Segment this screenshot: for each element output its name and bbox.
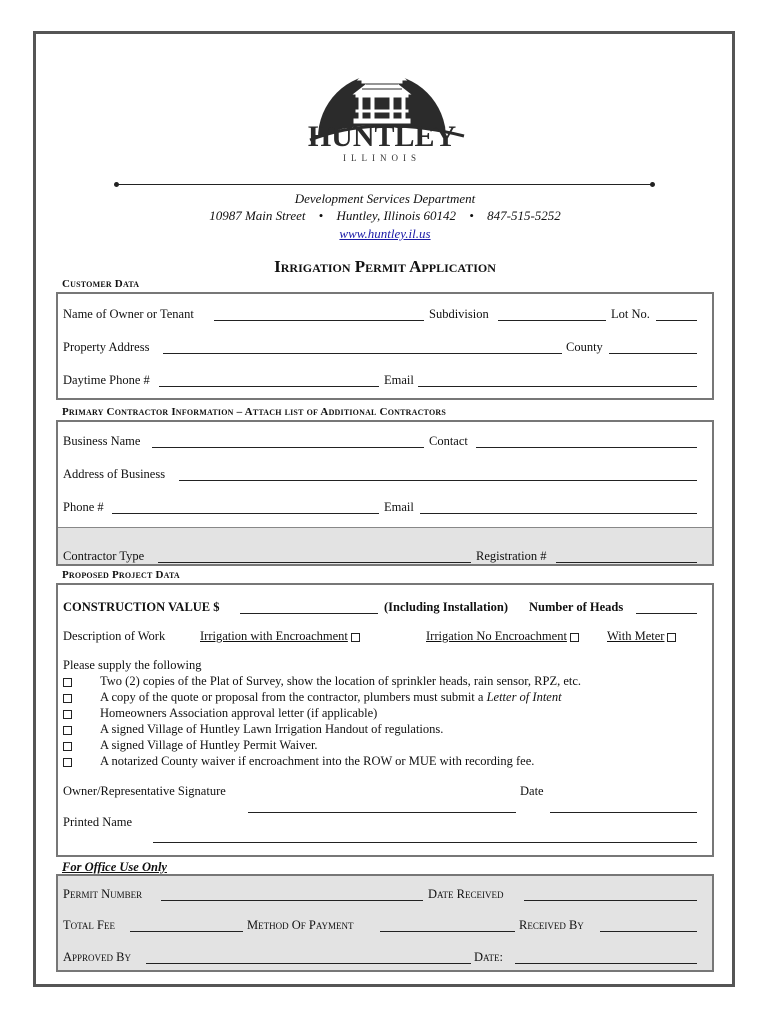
checkbox[interactable] [63,710,72,719]
header-address: 10987 Main Street [209,208,306,223]
letter-of-intent-text: Letter of Intent [486,690,562,704]
project-section-title: Proposed Project Data [62,569,180,581]
checkbox[interactable] [63,758,72,767]
office-box [56,874,714,972]
office-date-label: Date: [474,950,503,964]
checkbox[interactable] [570,633,579,642]
checkbox[interactable] [63,694,72,703]
registration-label: Registration # [476,549,547,563]
checklist-item [63,674,582,688]
construction-value-label: CONSTRUCTION VALUE $ [63,600,220,614]
header-rule-dot-right [650,182,655,187]
contractor-email-label: Email [384,500,414,514]
method-of-payment-label: Method Of Payment [247,918,354,932]
printed-name-label: Printed Name [63,815,133,829]
checklist-item [63,754,535,768]
checklist-item [63,706,378,720]
permit-number-field[interactable] [161,900,423,901]
county-label: County [566,340,603,354]
checkbox[interactable] [63,742,72,751]
construction-value-field[interactable] [240,613,378,614]
business-address-label: Address of Business [63,467,166,481]
date-label: Date [520,784,544,798]
county-field[interactable] [609,353,697,354]
checklist-text: A signed Village of Huntley Permit Waiver. [100,738,318,752]
contact-label: Contact [429,434,468,448]
date-field[interactable] [550,812,697,813]
header-contact-line [0,208,770,223]
checklist-text: A signed Village of Huntley Lawn Irrigation Handout of regulations. [100,722,444,736]
header-rule-dot-left [114,182,119,187]
email-label: Email [384,373,414,387]
checklist-item [63,722,444,736]
checkbox[interactable] [63,678,72,687]
contractor-type-band [58,528,712,564]
option-label: With Meter [607,629,665,643]
permit-number-label: Permit Number [63,887,143,901]
contractor-phone-label: Phone # [63,500,104,514]
checklist-text: Homeowners Association approval letter (if applicable) [100,706,378,720]
daytime-phone-label: Daytime Phone # [63,373,150,387]
checklist-text: A notarized County waiver if encroachment into the ROW or MUE with recording fee. [100,754,535,768]
customer-section-title: Customer Data [62,278,140,290]
signature-field[interactable] [248,812,516,813]
date-received-field[interactable] [524,900,697,901]
checkbox[interactable] [351,633,360,642]
description-of-work-label: Description of Work [63,629,166,643]
logo-name: HUNTLEY [307,120,457,153]
business-name-field[interactable] [152,447,424,448]
checklist-text: A copy of the quote or proposal from the contractor, plumbers must submit a [100,690,487,704]
date-received-label: Date Received [428,887,504,901]
checkbox[interactable] [63,726,72,735]
signature-label: Owner/Representative Signature [63,784,226,798]
office-section-title: For Office Use Only [62,860,167,874]
checklist-item [63,690,562,704]
business-address-field[interactable] [179,480,697,481]
received-by-label: Received By [519,918,584,932]
header-phone: 847-515-5252 [487,208,561,223]
business-name-label: Business Name [63,434,141,448]
option-with-meter[interactable] [607,629,676,643]
separator-dot: • [469,208,474,223]
office-date-field[interactable] [515,963,697,964]
property-address-label: Property Address [63,340,150,354]
checklist-text-wrap [100,690,562,704]
email-field[interactable] [418,386,697,387]
header-rule [117,184,653,185]
checklist-text: Two (2) copies of the Plat of Survey, show the location of sprinkler heads, rain sensor, RPZ, etc. [100,674,582,688]
contact-field[interactable] [476,447,697,448]
property-address-field[interactable] [163,353,562,354]
supply-intro: Please supply the following [63,658,202,672]
total-fee-field[interactable] [130,931,243,932]
approved-by-label: Approved By [63,950,131,964]
number-of-heads-field[interactable] [636,613,697,614]
header-city: Huntley, Illinois 60142 [336,208,457,223]
number-of-heads-label: Number of Heads [529,600,624,614]
contractor-divider [58,527,712,528]
option-label: Irrigation with Encroachment [200,629,348,643]
logo-state: ILLINOIS [343,153,421,163]
subdivision-label: Subdivision [429,307,489,321]
owner-field[interactable] [214,320,424,321]
received-by-field[interactable] [600,931,697,932]
contractor-email-field[interactable] [420,513,697,514]
daytime-phone-field[interactable] [159,386,379,387]
including-installation-label: (Including Installation) [384,600,508,614]
project-box [56,583,714,857]
option-irrigation-with-encroachment[interactable] [200,629,360,643]
contractor-type-label: Contractor Type [63,549,145,563]
form-title: Irrigation Permit Application [274,257,496,276]
total-fee-label: Total Fee [63,918,115,932]
owner-label: Name of Owner or Tenant [63,307,194,321]
checkbox[interactable] [667,633,676,642]
method-of-payment-field[interactable] [380,931,515,932]
lot-field[interactable] [656,320,697,321]
checklist-item [63,738,318,752]
option-irrigation-no-encroachment[interactable] [426,629,579,643]
website-link[interactable]: www.huntley.il.us [339,226,431,241]
contractor-section-title: Primary Contractor Information – Attach list of Additional Contractors [62,406,446,418]
department-name: Development Services Department [294,191,476,206]
separator-dot: • [318,208,324,223]
lot-label: Lot No. [611,307,650,321]
approved-by-field[interactable] [146,963,471,964]
subdivision-field[interactable] [498,320,606,321]
registration-field[interactable] [556,562,697,563]
contractor-phone-field[interactable] [112,513,379,514]
option-label: Irrigation No Encroachment [426,629,567,643]
printed-name-field[interactable] [153,842,697,843]
contractor-type-field[interactable] [158,562,471,563]
